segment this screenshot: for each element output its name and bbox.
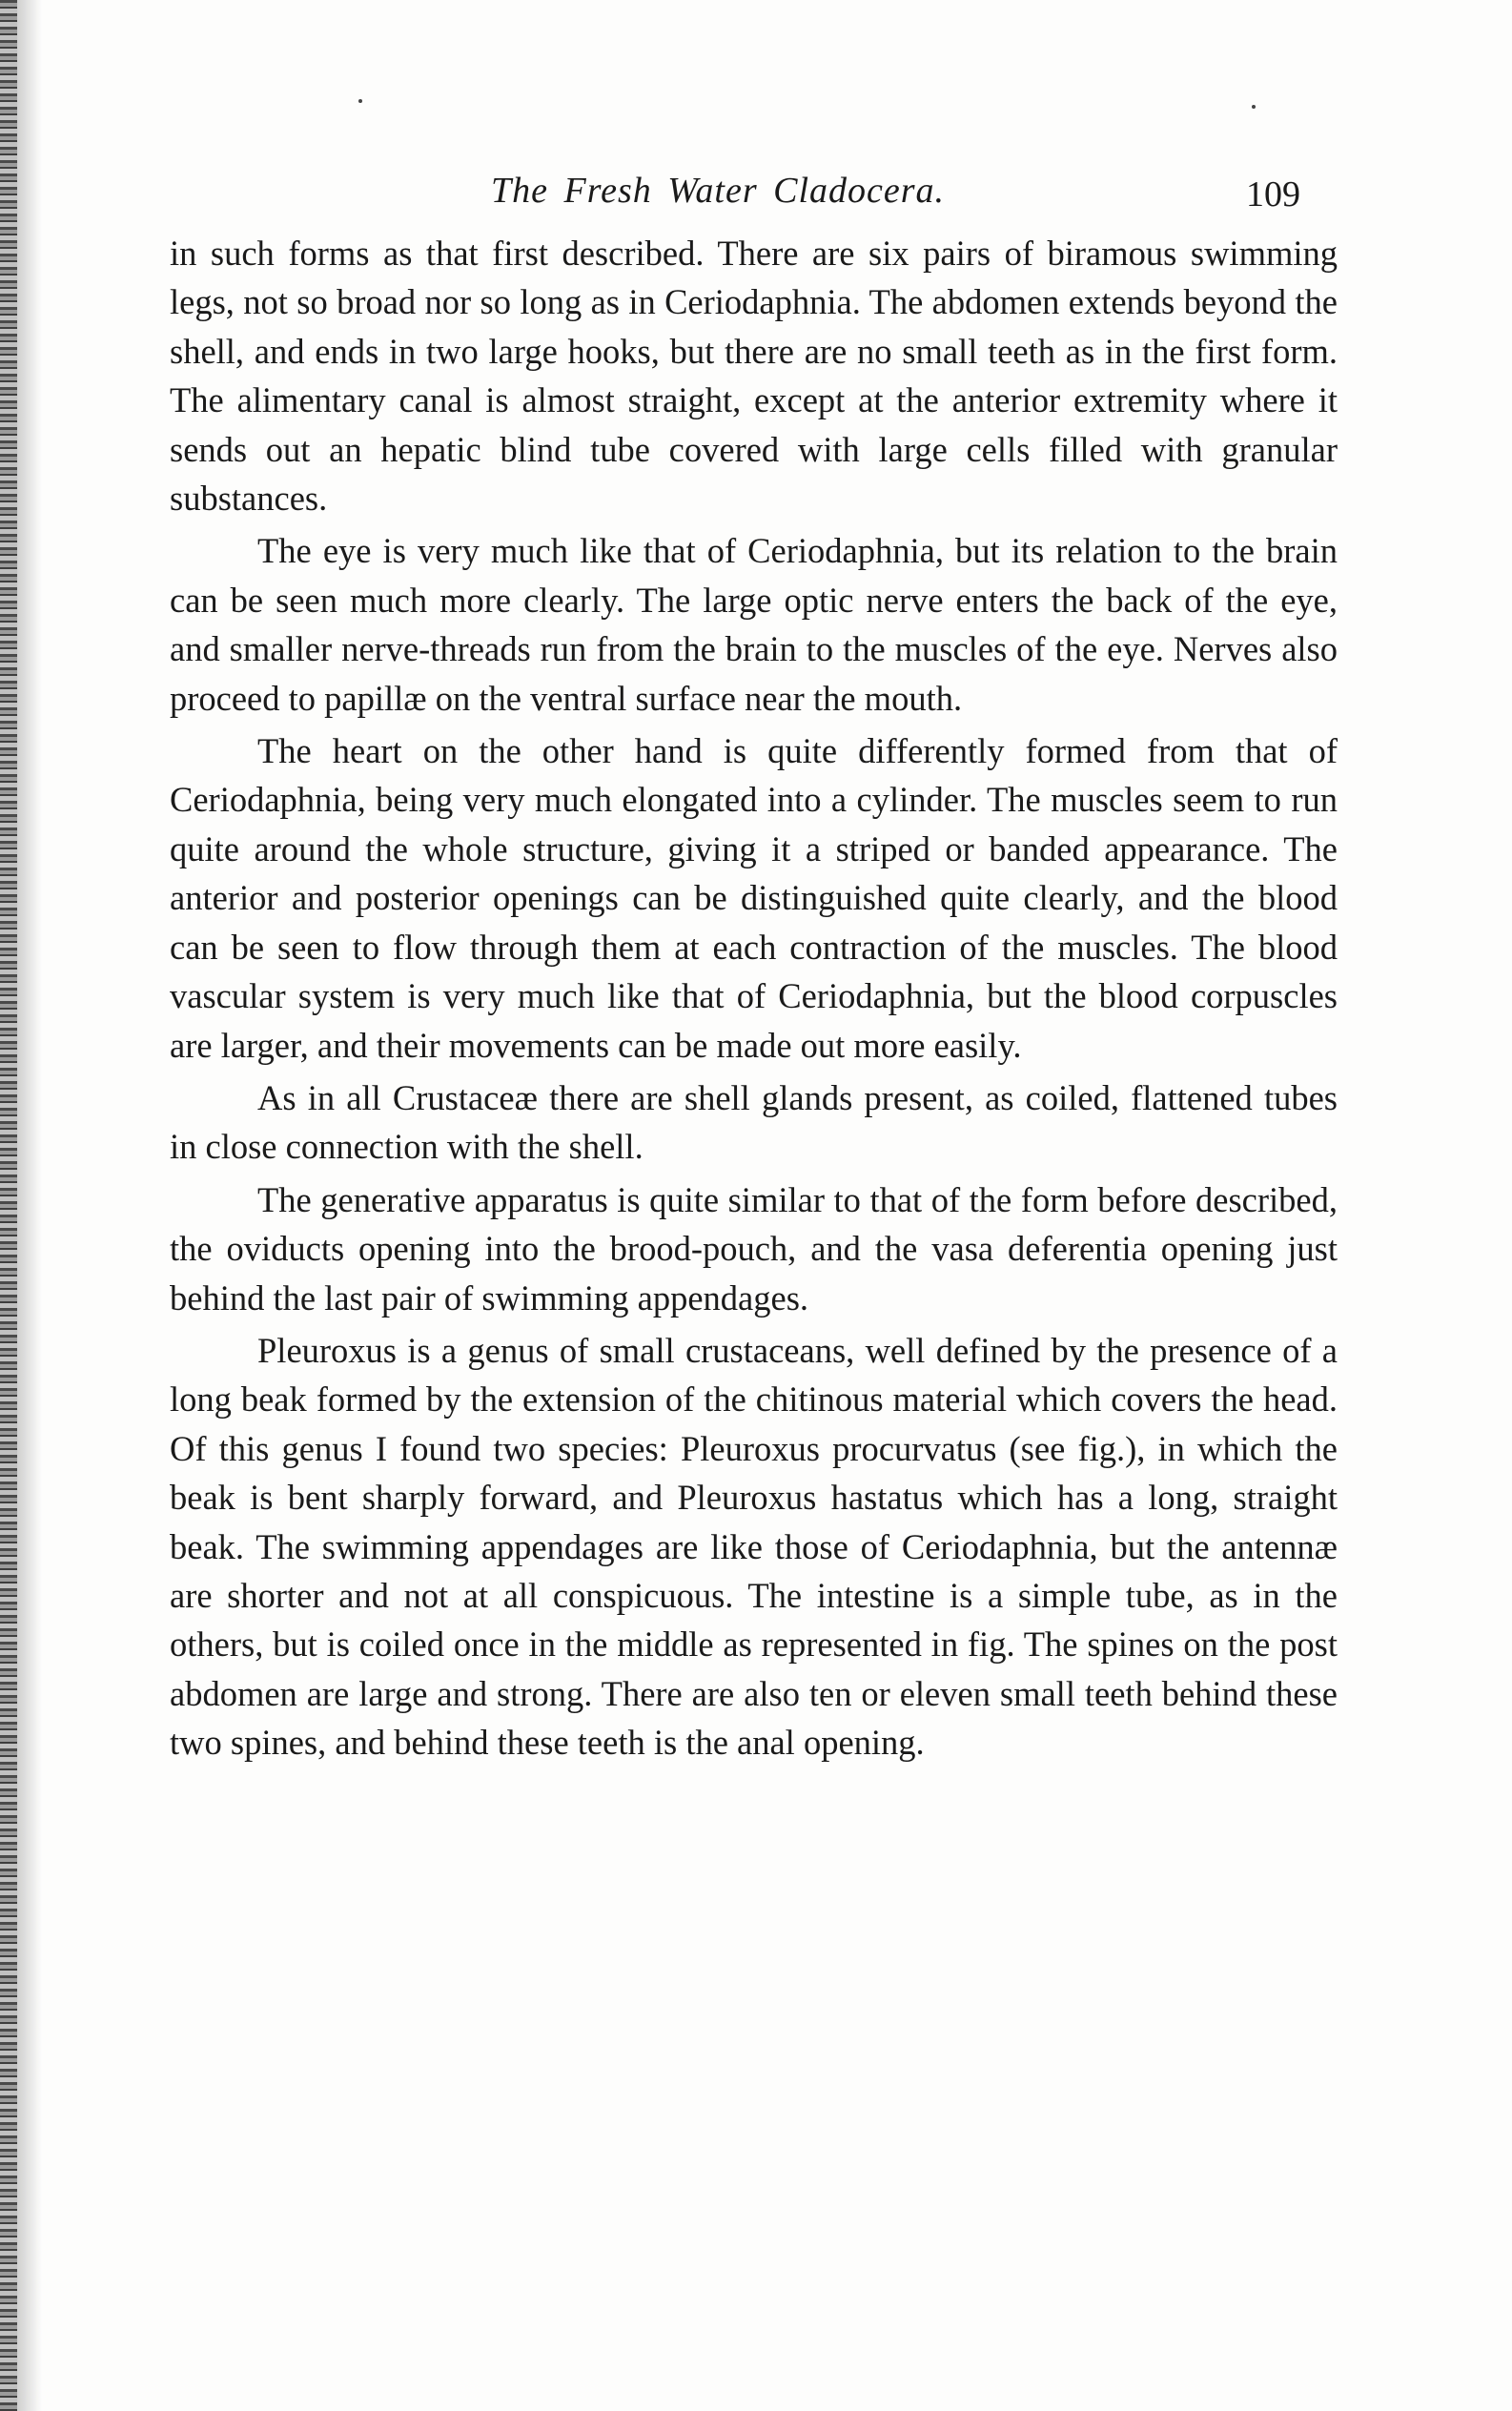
scan-speck (358, 99, 362, 103)
scan-speck (1252, 105, 1256, 109)
paragraph: The generative apparatus is quite similar to that of the form before described, the oviducts opening into the brood-pouch, and the vasa deferentia opening just behind the last pair of swimming appendages. (170, 1179, 1338, 1318)
paragraph: Pleuroxus is a genus of small crustaceans, well defined by the presence of a long beak formed by the extension of the chitinous material which covers the head. Of this genus I found two species: Pleuroxus procurvatus (see fig.), in which the beak is bent sharply forward, and Pleuroxus hastatus which has a long, straight beak. The swimming appendages are like those of Ceriodaphnia, but the antennæ are shorter and not at all conspicuous. The intestine is a simple tube, as in the others, but is coiled once in the middle as represented in fig. The spines on the post abdomen are large and strong. There are also ten or eleven small teeth behind these two spines, and behind these teeth is the anal opening. (170, 1330, 1338, 1763)
running-head (491, 170, 1349, 227)
paragraph: As in all Crustaceæ there are shell glands present, as coiled, flattened tubes in close connection with the shell. (170, 1077, 1338, 1167)
binding-edge (0, 0, 17, 2411)
body-text (170, 229, 1338, 1771)
binding-shadow (17, 0, 42, 2411)
paragraph: The heart on the other hand is quite differently formed from that of Ceriodaphnia, being very much elongated into a cylinder. The muscles seem to run quite around the whole structure, giving it a striped or banded appearance. The anterior and posterior openings can be distinguished quite clearly, and the blood can be seen to flow through them at each contraction of the muscles. The blood vascular system is very much like that of Ceriodaphnia, but the blood corpuscles are larger, and their movements can be made out more easily. (170, 731, 1338, 1065)
paragraph: in such forms as that first described. There are six pairs of biramous swimming legs, not so broad nor so long as in Ceriodaphnia. The abdomen extends beyond the shell, and ends in two large hooks, but there are no small teeth as in the first form. The alimentary canal is almost straight, except at the anterior extremity where it sends out an hepatic blind tube covered with large cells filled with granular substances. (170, 234, 1338, 519)
page-number: 109 (1246, 174, 1300, 215)
paragraph: The eye is very much like that of Ceriodaphnia, but its relation to the brain can be seen much more clearly. The large optic nerve enters the back of the eye, and smaller nerve-threads run from the brain to the muscles of the eye. Nerves also proceed to papillæ on the ventral surface near the mouth. (170, 531, 1338, 718)
running-title: The Fresh Water Cladocera. (491, 171, 946, 211)
